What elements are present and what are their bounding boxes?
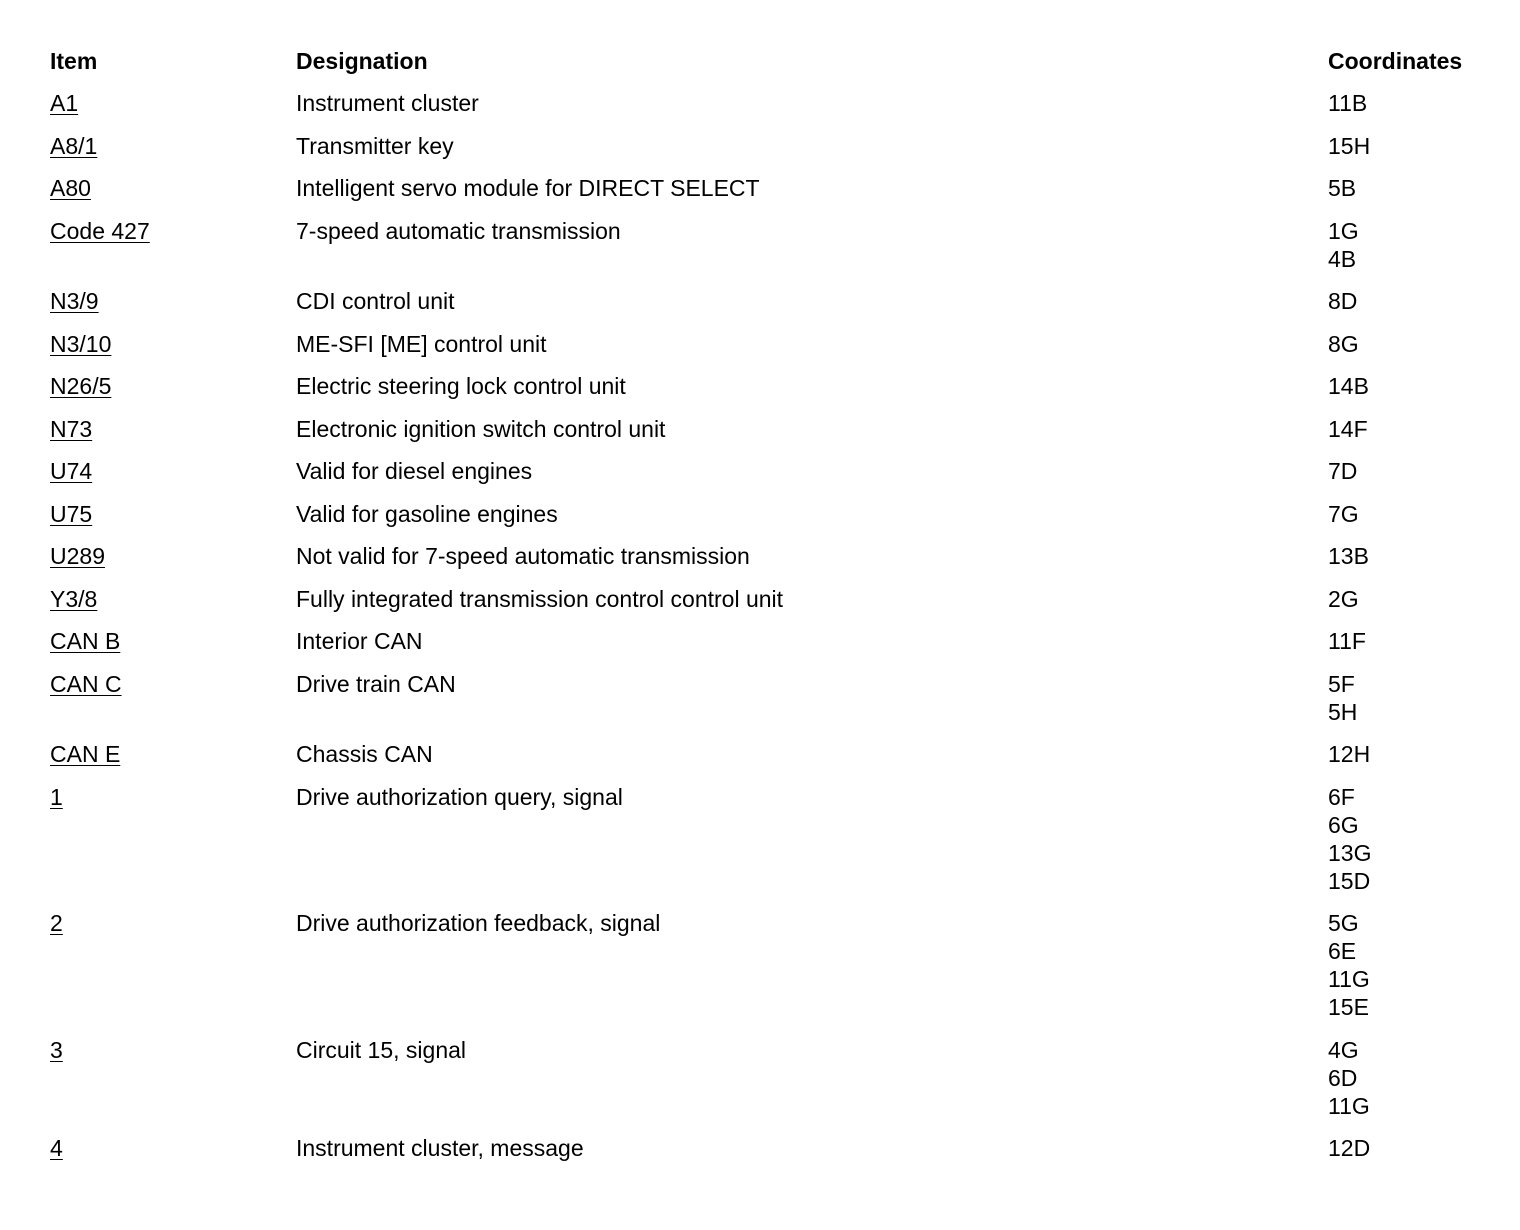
coordinate-value: 5G bbox=[1328, 910, 1359, 936]
coordinate-value: 6E bbox=[1328, 938, 1357, 964]
coordinates-cell bbox=[1328, 500, 1359, 528]
item-link[interactable]: Code 427 bbox=[50, 217, 150, 244]
coordinate-value: 11G bbox=[1328, 1092, 1370, 1119]
coordinates-cell bbox=[1328, 1036, 1370, 1120]
coordinates-cell bbox=[1328, 740, 1370, 768]
coordinates-cell bbox=[1328, 287, 1357, 315]
coordinate-value: 13B bbox=[1328, 543, 1369, 569]
item-link[interactable]: U75 bbox=[50, 500, 93, 527]
coordinate-value: 8G bbox=[1328, 330, 1359, 357]
designation-text: Valid for diesel engines bbox=[296, 458, 533, 484]
designation-text: Transmitter key bbox=[296, 132, 454, 159]
coordinates-cell bbox=[1328, 670, 1357, 726]
item-link[interactable]: 1 bbox=[50, 783, 63, 810]
coordinate-value: 13G bbox=[1328, 839, 1372, 866]
designation-text: Drive authorization feedback, signal bbox=[296, 910, 661, 936]
designation-text: Drive train CAN bbox=[296, 670, 456, 697]
coordinate-value: 7D bbox=[1328, 458, 1358, 484]
coordinates-cell bbox=[1328, 174, 1356, 202]
designation-text: Electronic ignition switch control unit bbox=[296, 415, 666, 442]
coordinates-cell bbox=[1328, 89, 1367, 117]
coordinate-value: 4B bbox=[1328, 245, 1357, 272]
coordinates-cell bbox=[1328, 585, 1359, 613]
item-link[interactable]: A8/1 bbox=[50, 132, 98, 159]
item-link[interactable]: N3/9 bbox=[50, 288, 99, 314]
designation-text: Circuit 15, signal bbox=[296, 1036, 467, 1063]
coordinates-cell bbox=[1328, 330, 1359, 358]
item-link[interactable]: CAN B bbox=[50, 628, 121, 654]
coordinate-value: 12H bbox=[1328, 741, 1371, 767]
item-link[interactable]: N73 bbox=[50, 415, 93, 442]
item-link[interactable]: CAN C bbox=[50, 670, 122, 697]
coordinates-cell bbox=[1328, 415, 1368, 443]
designation-text: Valid for gasoline engines bbox=[296, 500, 558, 527]
item-link[interactable]: U289 bbox=[50, 543, 105, 569]
coordinate-value: 1G bbox=[1328, 217, 1359, 244]
designation-text: CDI control unit bbox=[296, 288, 455, 314]
coordinate-value: 7G bbox=[1328, 500, 1359, 527]
coordinate-value: 6F bbox=[1328, 783, 1355, 810]
coordinate-value: 5F bbox=[1328, 670, 1355, 697]
item-link[interactable]: CAN E bbox=[50, 741, 121, 767]
coordinates-cell bbox=[1328, 457, 1357, 485]
item-link[interactable]: 2 bbox=[50, 910, 63, 936]
coordinates-cell bbox=[1328, 783, 1371, 895]
item-link[interactable]: 3 bbox=[50, 1036, 63, 1063]
coordinate-value: 15E bbox=[1328, 994, 1369, 1020]
coordinate-value: 11B bbox=[1328, 90, 1368, 116]
designation-text: 7-speed automatic transmission bbox=[296, 217, 621, 244]
designation-text: ME-SFI [ME] control unit bbox=[296, 330, 547, 357]
coordinate-value: 14B bbox=[1328, 373, 1369, 399]
coordinates-cell bbox=[1328, 132, 1370, 160]
coordinates-cell bbox=[1328, 909, 1370, 1021]
item-link[interactable]: U74 bbox=[50, 458, 93, 484]
coordinates-cell bbox=[1328, 1134, 1370, 1162]
designation-text: Electric steering lock control unit bbox=[296, 373, 626, 399]
designation-text: Instrument cluster bbox=[296, 90, 479, 116]
coordinates-cell bbox=[1328, 542, 1369, 570]
coordinate-value: 15D bbox=[1328, 867, 1371, 894]
header-coordinates: Coordinates bbox=[1328, 48, 1463, 74]
designation-text: Fully integrated transmission control control unit bbox=[296, 585, 784, 612]
coordinate-value: 14F bbox=[1328, 415, 1368, 442]
coordinate-value: 11F bbox=[1328, 628, 1366, 654]
coordinate-value: 8D bbox=[1328, 288, 1358, 314]
designation-text: Drive authorization query, signal bbox=[296, 783, 623, 810]
item-link[interactable]: 4 bbox=[50, 1135, 63, 1161]
coordinate-value: 5B bbox=[1328, 175, 1357, 201]
item-link[interactable]: N26/5 bbox=[50, 373, 112, 399]
coordinate-value: 5H bbox=[1328, 698, 1358, 725]
coordinate-value: 6G bbox=[1328, 811, 1359, 838]
designation-text: Chassis CAN bbox=[296, 741, 433, 767]
designation-text: Not valid for 7-speed automatic transmission bbox=[296, 543, 750, 569]
item-link[interactable]: Y3/8 bbox=[50, 585, 98, 612]
designation-text: Instrument cluster, message bbox=[296, 1135, 584, 1161]
coordinate-value: 4G bbox=[1328, 1036, 1359, 1063]
coordinates-cell bbox=[1328, 217, 1359, 273]
header-item: Item bbox=[50, 48, 98, 74]
coordinate-value: 6D bbox=[1328, 1064, 1358, 1091]
item-link[interactable]: N3/10 bbox=[50, 330, 112, 357]
coordinates-cell bbox=[1328, 627, 1366, 655]
designation-text: Interior CAN bbox=[296, 628, 423, 654]
coordinates-cell bbox=[1328, 372, 1369, 400]
coordinate-value: 2G bbox=[1328, 585, 1359, 612]
item-link[interactable]: A1 bbox=[50, 90, 79, 116]
designation-text: Intelligent servo module for DIRECT SELECT bbox=[296, 175, 760, 201]
coordinate-value: 11G bbox=[1328, 966, 1370, 992]
item-link[interactable]: A80 bbox=[50, 175, 91, 201]
coordinate-value: 15H bbox=[1328, 132, 1371, 159]
header-designation: Designation bbox=[296, 48, 428, 74]
coordinate-value: 12D bbox=[1328, 1135, 1371, 1161]
